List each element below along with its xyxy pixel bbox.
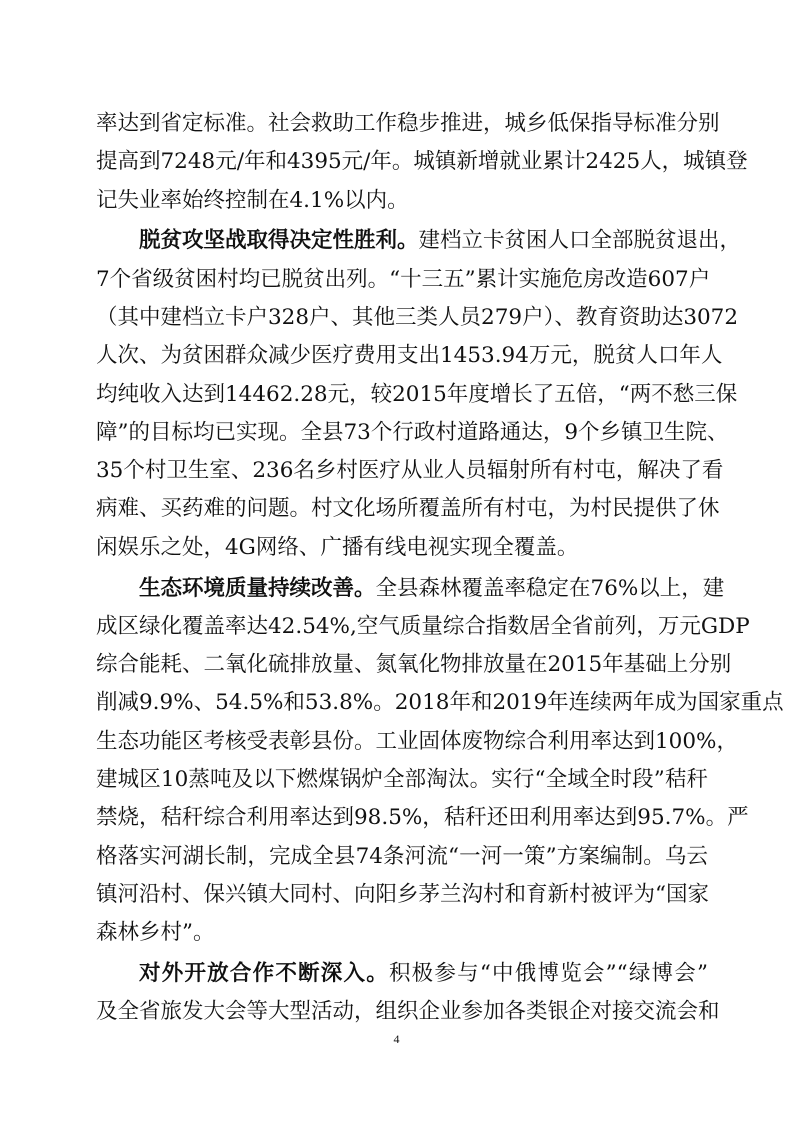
paragraph-heading: 脱贫攻坚战取得决定性胜利。 <box>139 228 419 254</box>
text-line: 35个村卫生室、236名乡村医疗从业人员辐射所有村屯，解决了看 <box>96 458 724 484</box>
text-fragment: 全县森林覆盖率稳定在76%以上，建 <box>375 575 725 601</box>
text-line: 生态功能区考核受表彰县份。工业固体废物综合利用率达到100%， <box>96 728 738 754</box>
paragraph-first-line <box>96 955 708 993</box>
text-fragment: 积极参与“中俄博览会”“绿博会” <box>388 961 708 987</box>
text-line: 记失业率始终控制在4.1%以内。 <box>96 187 409 213</box>
text-line: 削减9.9%、54.5%和53.8%。2018年和2019年连续两年成为国家重点 <box>96 690 784 716</box>
paragraph-poverty-alleviation <box>96 222 742 567</box>
paragraph-first-line <box>96 570 725 608</box>
paragraph-social-assistance <box>96 105 748 220</box>
text-line: （其中建档立卡户328户、其他三类人员279户）、教育资助达3072 <box>96 304 739 330</box>
text-line: 闲娱乐之处，4G网络、广播有线电视实现全覆盖。 <box>96 534 579 560</box>
paragraph-ecology <box>96 570 784 953</box>
text-line: 率达到省定标准。社会救助工作稳步推进，城乡低保指导标准分别 <box>96 111 720 136</box>
text-line: 森林乡村”。 <box>96 920 215 946</box>
text-line: 成区绿化覆盖率达42.54%,空气质量综合指数居全省前列，万元GDP <box>96 613 750 639</box>
text-line: 均纯收入达到14462.28元，较2015年度增长了五倍，“两不愁三保 <box>96 381 738 407</box>
text-line: 及全省旅发大会等大型活动，组织企业参加各类银企对接交流会和 <box>96 999 720 1025</box>
text-fragment: 建档立卡贫困人口全部脱贫退出， <box>418 228 742 254</box>
document-body <box>96 105 784 1032</box>
text-line: 禁烧，秸秆综合利用率达到98.5%，秸秆还田利用率达到95.7%。严 <box>96 805 749 831</box>
text-line: 病难、买药难的问题。村文化场所覆盖所有村屯，为村民提供了休 <box>96 496 720 522</box>
paragraph-opening-up <box>96 955 720 1032</box>
text-line: 建城区10蒸吨及以下燃煤锅炉全部淘汰。实行“全域全时段”秸秆 <box>96 767 708 793</box>
text-line: 7个省级贫困村均已脱贫出列。“十三五”累计实施危房改造607户 <box>96 266 711 292</box>
text-line: 镇河沿村、保兴镇大同村、向阳乡茅兰沟村和育新村被评为“国家 <box>96 881 709 907</box>
text-line: 格落实河湖长制，完成全县74条河流“一河一策”方案编制。乌云 <box>96 843 708 869</box>
page-number: 4 <box>393 1032 400 1046</box>
text-line: 提高到7248元/年和4395元/年。城镇新增就业累计2425人，城镇登 <box>96 149 748 175</box>
paragraph-heading: 对外开放合作不断深入。 <box>139 961 389 987</box>
text-line: 障”的目标均已实现。全县73个行政村道路通达，9个乡镇卫生院、 <box>96 419 729 445</box>
paragraph-heading: 生态环境质量持续改善。 <box>139 575 376 601</box>
text-line: 人次、为贫困群众减少医疗费用支出1453.94万元，脱贫人口年人 <box>96 343 723 369</box>
text-line: 综合能耗、二氧化硫排放量、氮氧化物排放量在2015年基础上分别 <box>96 652 732 678</box>
paragraph-first-line <box>96 222 742 260</box>
